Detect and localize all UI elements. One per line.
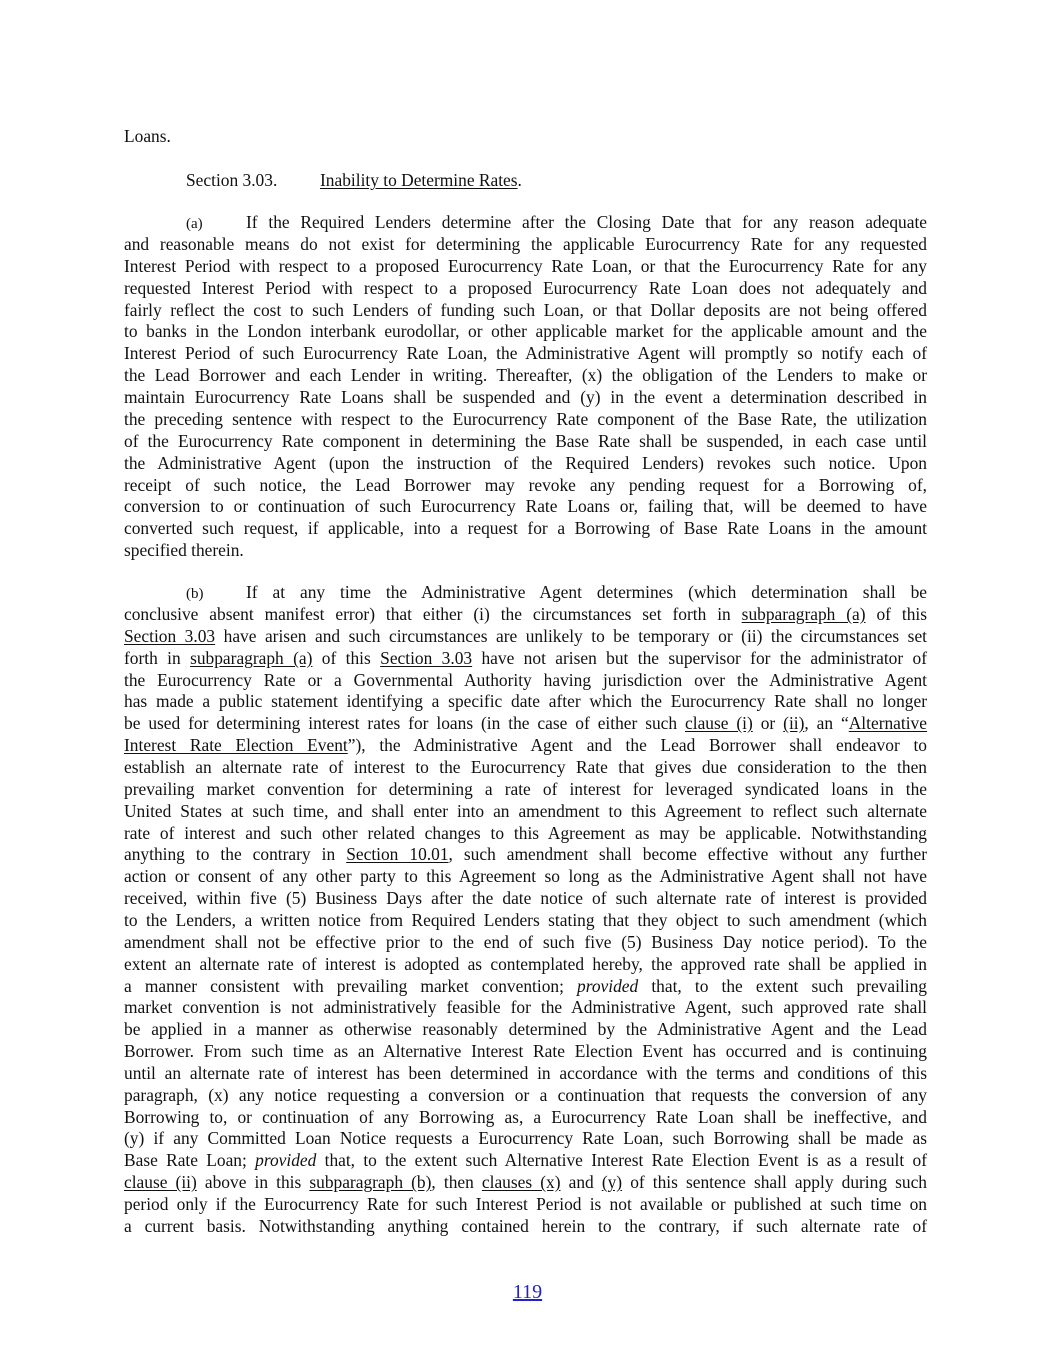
text-segment: , such amendment shall become effective without any further <box>448 844 928 864</box>
paragraph-a-line: Interest Period with respect to a proposed Eurocurrency Rate Loan, or that the Eurocurrency Rate for any <box>124 256 927 276</box>
paragraph-a-line: receipt of such notice, the Lead Borrower may revoke any pending request for a Borrowing of, <box>124 475 927 495</box>
text-segment: that, to the extent such prevailing <box>638 976 927 996</box>
text-segment: anything to the contrary in <box>124 844 347 864</box>
paragraph-b-line <box>124 734 927 756</box>
cross-reference-link[interactable]: subparagraph (a) <box>190 648 313 668</box>
text-segment: forth in <box>124 648 191 668</box>
italic-term: provided <box>577 976 639 996</box>
paragraph-b-label: (b) <box>186 586 204 602</box>
page-number-link[interactable]: 119 <box>512 1281 543 1303</box>
paragraph-b-line <box>124 843 927 865</box>
cross-reference-link[interactable]: clause (ii) <box>124 1172 197 1192</box>
text-segment: of this <box>312 648 381 668</box>
cross-reference-link[interactable]: clauses (x) <box>481 1172 561 1192</box>
paragraph-b-line: period only if the Eurocurrency Rate for such Interest Period is not available or published at such time on <box>124 1194 927 1214</box>
paragraph-b-line: Borrower. From such time as an Alternative Interest Rate Election Event has occurred and is continuing <box>124 1041 927 1061</box>
text-segment: be used for determining interest rates for loans (in the case of either such <box>124 713 686 733</box>
paragraph-b-line: Borrowing to, or continuation of any Borrowing as, a Eurocurrency Rate Loan shall be ineffective, and <box>124 1107 927 1127</box>
text-segment: and <box>560 1172 602 1192</box>
paragraph-a-line: to banks in the London interbank eurodollar, or other applicable market for the applicable amount and the <box>124 321 927 341</box>
paragraph-a-line: Interest Period of such Eurocurrency Rate Loan, the Administrative Agent will promptly so notify each of <box>124 343 927 363</box>
cross-reference-link[interactable]: Section 3.03 <box>124 626 216 646</box>
cross-reference-link[interactable]: clause (i) <box>685 713 753 733</box>
cross-reference-link[interactable]: (ii) <box>783 713 805 733</box>
text-segment: ”), the Administrative Agent and the Lead Borrower shall endeavor to <box>347 735 927 755</box>
defined-term: Interest Rate Election Event <box>124 735 348 755</box>
italic-term: provided <box>255 1150 317 1170</box>
paragraph-b-line: paragraph, (x) any notice requesting a conversion or a continuation that requests the conversion of any <box>124 1085 927 1105</box>
paragraph-b-line: to the Lenders, a written notice from Required Lenders stating that they object to such amendment (which <box>124 910 927 930</box>
paragraph-b-line: received, within five (5) Business Days after the date notice of such alternate rate of interest is provided <box>124 888 927 908</box>
paragraph-a-line: the preceding sentence with respect to the Eurocurrency Rate component of the Base Rate, the utilization <box>124 409 927 429</box>
section-title: Inability to Determine Rates <box>320 170 518 190</box>
paragraph-b-line: market convention is not administratively feasible for the Administrative Agent, such approved rate shall <box>124 997 927 1017</box>
section-heading <box>124 169 927 191</box>
paragraph-b-line <box>124 1149 927 1171</box>
text-segment: have not arisen but the supervisor for the administrator of <box>472 648 928 668</box>
text-segment: that, to the extent such Alternative Interest Rate Election Event is as a result of <box>316 1150 928 1170</box>
paragraph-b-line: (y) if any Committed Loan Notice requests a Eurocurrency Rate Loan, such Borrowing shall be made as <box>124 1128 927 1148</box>
cross-reference-link[interactable]: Section 3.03 <box>380 648 473 668</box>
paragraph-b-line: extent an alternate rate of interest is adopted as contemplated hereby, the approved rate shall be applied in <box>124 954 927 974</box>
paragraph-a-line: fairly reflect the cost to such Lenders of funding such Loan, or that Dollar deposits are not being offered <box>124 300 927 320</box>
paragraph-b-line <box>124 603 927 625</box>
paragraph-b-line <box>124 581 927 605</box>
paragraph-b-line <box>124 647 927 669</box>
paragraph-b-line <box>124 1171 927 1193</box>
paragraph-a-line: requested Interest Period with respect to a proposed Eurocurrency Rate Loan does not adequately and <box>124 278 927 298</box>
cross-reference-link[interactable]: Section 10.01 <box>346 844 449 864</box>
paragraph-b-line: amendment shall not be effective prior to the end of such five (5) Business Day notice period). To the <box>124 932 927 952</box>
cross-reference-link[interactable]: subparagraph (b) <box>309 1172 432 1192</box>
text-line: If at any time the Administrative Agent determines (which determination shall be <box>246 582 927 602</box>
carryover-text: Loans. <box>124 126 171 146</box>
paragraph-b-line: be applied in a manner as otherwise reasonably determined by the Administrative Agent and the Lead <box>124 1019 927 1039</box>
paragraph-a-line <box>124 211 927 235</box>
paragraph-b-line <box>124 625 927 647</box>
text-segment: of this <box>865 604 928 624</box>
paragraph-b-line: has made a public statement identifying a specific date after which the Eurocurrency Rate shall no longer <box>124 691 927 711</box>
section-number: Section 3.03. <box>186 170 278 190</box>
paragraph-b-line: prevailing market convention for determining a rate of interest for leveraged syndicated loans in the <box>124 779 927 799</box>
paragraph-a-line: maintain Eurocurrency Rate Loans shall be suspended and (y) in the event a determination described in <box>124 387 927 407</box>
paragraph-a-line: specified therein. <box>124 540 244 560</box>
paragraph-a-line: and reasonable means do not exist for determining the applicable Eurocurrency Rate for any requested <box>124 234 927 254</box>
paragraph-b-line <box>124 975 927 997</box>
text-segment: or <box>752 713 784 733</box>
text-segment: of this sentence shall apply during such <box>622 1172 927 1192</box>
paragraph-a-line: of the Eurocurrency Rate component in determining the Base Rate shall be suspended, in each case until <box>124 431 927 451</box>
paragraph-b-line: rate of interest and such other related changes to this Agreement as may be applicable. Notwithstanding <box>124 823 927 843</box>
text-segment: , then <box>431 1172 482 1192</box>
paragraph-b-line: until an alternate rate of interest has been determined in accordance with the terms and conditions of this <box>124 1063 927 1083</box>
paragraph-a-line: the Administrative Agent (upon the instruction of the Required Lenders) revokes such notice. Upon <box>124 453 927 473</box>
text-segment: Base Rate Loan; <box>124 1150 256 1170</box>
text-segment: above in this <box>196 1172 310 1192</box>
paragraph-b-line: action or consent of any other party to this Agreement so long as the Administrative Agent shall not have <box>124 866 927 886</box>
paragraph-b-line: a current basis. Notwithstanding anything contained herein to the contrary, if such alternate rate of <box>124 1216 927 1236</box>
defined-term: Alternative <box>848 713 927 733</box>
paragraph-b-line: the Eurocurrency Rate or a Governmental Authority having jurisdiction over the Administrative Agent <box>124 670 927 690</box>
paragraph-b-line <box>124 712 927 734</box>
paragraph-b-line: United States at such time, and shall enter into an amendment to this Agreement to reflect such alternate <box>124 801 927 821</box>
paragraph-b-line: establish an alternate rate of interest to the Eurocurrency Rate that gives due consideration to the then <box>124 757 927 777</box>
paragraph-a-line: conversion to or continuation of such Eurocurrency Rate Loans or, failing that, will be deemed to have <box>124 496 927 516</box>
paragraph-a-line: the Lead Borrower and each Lender in writing. Thereafter, (x) the obligation of the Lenders to make or <box>124 365 927 385</box>
text-segment: conclusive absent manifest error) that either (i) the circumstances set forth in <box>124 604 742 624</box>
paragraph-a-label: (a) <box>186 216 203 232</box>
text-segment: have arisen and such circumstances are unlikely to be temporary or (ii) the circumstances set <box>215 626 927 646</box>
paragraph-a-line: converted such request, if applicable, into a request for a Borrowing of Base Rate Loans in the amount <box>124 518 927 538</box>
section-title-suffix: . <box>517 170 522 190</box>
cross-reference-link[interactable]: subparagraph (a) <box>741 604 866 624</box>
text-segment: , an “ <box>804 713 849 733</box>
cross-reference-link[interactable]: (y) <box>601 1172 623 1192</box>
text-line: If the Required Lenders determine after the Closing Date that for any reason adequate <box>246 212 927 232</box>
text-segment: a manner consistent with prevailing market convention; <box>124 976 578 996</box>
